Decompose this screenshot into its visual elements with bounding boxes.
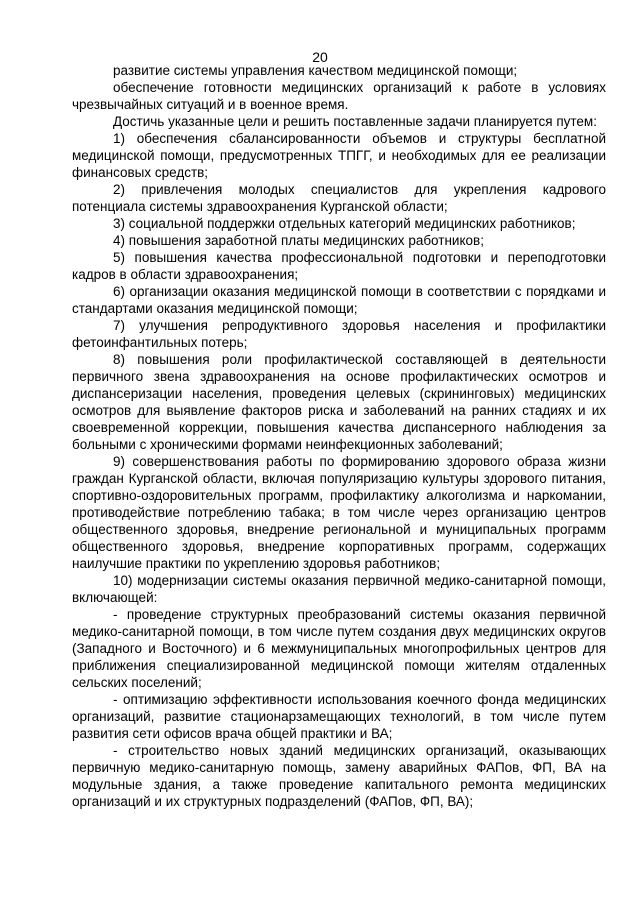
list-item: 10) модернизации системы оказания первичной медико-санитарной помощи, включающей: xyxy=(72,573,606,605)
list-item: 3) социальной поддержки отдельных категорий медицинских работников; xyxy=(113,216,576,231)
page-number: 20 xyxy=(312,49,328,65)
list-item: 2) привлечения молодых специалистов для укрепления кадрового потенциала системы здравоохранения Курганской области; xyxy=(72,182,606,214)
list-item: 5) повышения качества профессиональной подготовки и переподготовки кадров в области здравоохранения; xyxy=(72,250,606,282)
list-item: 1) обеспечения сбалансированности объемов и структуры бесплатной медицинской помощи, предусмотренных ТПГГ, и необходимых для ее реализации финансовых средств; xyxy=(72,131,606,180)
list-item: 8) повышения роли профилактической составляющей в деятельности первичного звена здравоохранения на основе профилактических осмотров и диспансеризации населения, проведения целевых (скрининговых) медицинских осмотров для выявление факторов риска и заболеваний на ранних стадиях и их своевременной коррекции, повышения качества диспансерного наблюдения за больными с хроническими формами неинфекционных заболеваний; xyxy=(72,352,606,452)
body-text xyxy=(72,62,606,810)
paragraph: Достичь указанные цели и решить поставленные задачи планируется путем: xyxy=(113,114,597,129)
paragraph: обеспечение готовности медицинских организаций к работе в условиях чрезвычайных ситуаций и в военное время. xyxy=(72,80,606,112)
list-item: 4) повышения заработной платы медицинских работников; xyxy=(113,233,484,248)
sub-list-item: - оптимизацию эффективности использования коечного фонда медицинских организаций, развитие стационарзамещающих технологий, в том числе путем развития сети офисов врача общей практики и ВА; xyxy=(72,692,606,741)
list-item: 7) улучшения репродуктивного здоровья населения и профилактики фетоинфантильных потерь; xyxy=(72,318,606,350)
sub-list-item: - строительство новых зданий медицинских организаций, оказывающих первичную медико-санитарную помощь, замену аварийных ФАПов, ФП, ВА на модульные здания, а также проведение капитального ремонта медицинских организаций и их структурных подразделений (ФАПов, ФП, ВА); xyxy=(72,743,606,809)
list-item: 6) организации оказания медицинской помощи в соответствии с порядками и стандартами оказания медицинской помощи; xyxy=(72,284,606,316)
paragraph: развитие системы управления качеством медицинской помощи; xyxy=(113,63,518,78)
sub-list-item: - проведение структурных преобразований системы оказания первичной медико-санитарной помощи, в том числе путем создания двух медицинских округов (Западного и Восточного) и 6 межмуниципальных многопрофильных центров для приближения специализированной медицинской помощи жителям отдаленных сельских поселений; xyxy=(72,607,606,690)
list-item: 9) совершенствования работы по формированию здорового образа жизни граждан Курганской области, включая популяризацию культуры здорового питания, спортивно-оздоровительных программ, профилактику алкоголизма и наркомании, противодействие потреблению табака; в том числе через организацию центров общественного здоровья, внедрение региональной и муниципальных программ общественного здоровья, внедрение корпоративных программ, содержащих наилучшие практики по укреплению здоровья работников; xyxy=(72,454,606,571)
